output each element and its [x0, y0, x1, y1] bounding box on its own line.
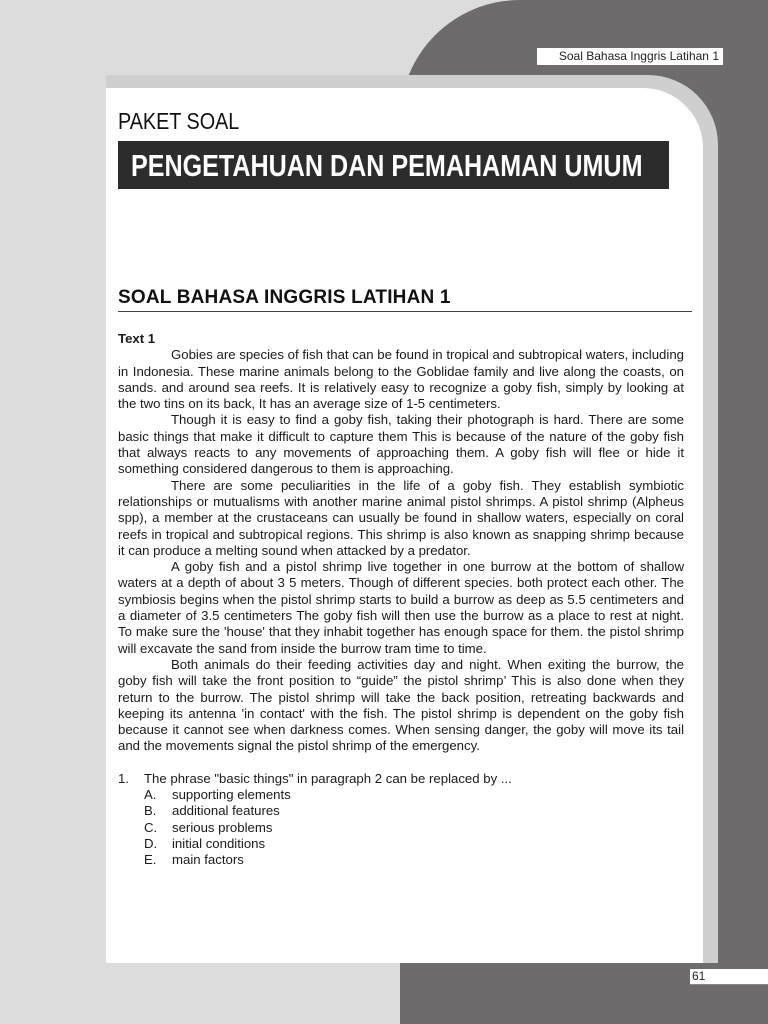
option-text: main factors [172, 852, 244, 868]
kicker-title: PAKET SOAL [118, 108, 240, 134]
option-letter: C. [144, 819, 158, 835]
passage-paragraph: Though it is easy to find a goby fish, taking their photograph is hard. There are some basic things that make it difficult to capture them This is because of the nature of the goby fish that always reacts to any movements of approaching them. A goby fish will flee or hide it something considered dangerous to them is approaching. [118, 412, 684, 477]
option-letter: B. [144, 803, 157, 819]
question-number: 1. [118, 770, 129, 786]
reading-content [118, 331, 684, 869]
section-title: SOAL BAHASA INGGRIS LATIHAN 1 [118, 287, 692, 312]
option-letter: D. [144, 835, 158, 851]
option-letter: A. [144, 787, 157, 803]
title-banner [118, 141, 669, 189]
answer-option [118, 836, 684, 852]
option-letter: E. [144, 852, 157, 868]
option-text: initial conditions [172, 835, 266, 851]
passage-paragraph: A goby fish and a pistol shrimp live together in one burrow at the bottom of shallow waters at a depth of about 3 5 meters. Though of different species. both protect each other. The symbiosis begins when the pistol shrimp starts to build a burrow as deep as 5.5 centimeters and a diameter of 3.5 centimeters The goby fish will then use the burrow as a place to rest at night. To make sure the 'house' that they inhabit together has enough space for them. the pistol shrimp will excavate the sand from inside the burrow tram time to time. [118, 559, 684, 656]
answer-option [118, 820, 684, 836]
running-header: Soal Bahasa Inggris Latihan 1 [537, 48, 723, 65]
question-1 [118, 771, 684, 869]
question-stem [118, 771, 684, 787]
question-text: The phrase "basic things" in paragraph 2 can be replaced by ... [144, 770, 512, 786]
option-text: supporting elements [172, 787, 291, 803]
option-text: serious problems [172, 819, 273, 835]
answer-option [118, 803, 684, 819]
passage-paragraph: There are some peculiarities in the life of a goby fish. They establish symbiotic relationships or mutualisms with another marine animal pistol shrimps. A pistol shrimp (Alpheus spp), a member at the crustaceans can usually be found in shallow waters, especially on coral reefs in tropical and subtropical regions. This shrimp is also known as snapping shrimp because it can produce a melting sound when attacked by a predator. [118, 477, 684, 558]
passage-paragraph: Both animals do their feeding activities day and night. When exiting the burrow, the goby fish will take the front position to “guide” the pistol shrimp’ This is also done when they return to the burrow. The pistol shrimp will take the back position, retreating backwards and keeping its antenna 'in contact' with the fish. The pistol shrimp is dependent on the goby fish because it cannot see when darkness comes. When sensing danger, the goby will move its tail and the movements signal the pistol shrimp of the emergency. [118, 656, 684, 754]
answer-option [118, 787, 684, 803]
option-text: additional features [172, 803, 280, 819]
answer-option [118, 852, 684, 868]
page-number: 61 [690, 969, 768, 985]
passage-paragraph: Gobies are species of fish that can be found in tropical and subtropical waters, including in Indonesia. These marine animals belong to the Goblidae family and live along the coasts, on sands. and around sea reefs. It is relatively easy to recognize a goby fish, simply by looking at the two tins on its back, It has an average size of 1-5 centimeters. [118, 347, 684, 412]
passage-label: Text 1 [118, 331, 156, 346]
answer-options [118, 787, 684, 868]
banner-text: PENGETAHUAN DAN PEMAHAMAN UMUM [131, 148, 643, 183]
